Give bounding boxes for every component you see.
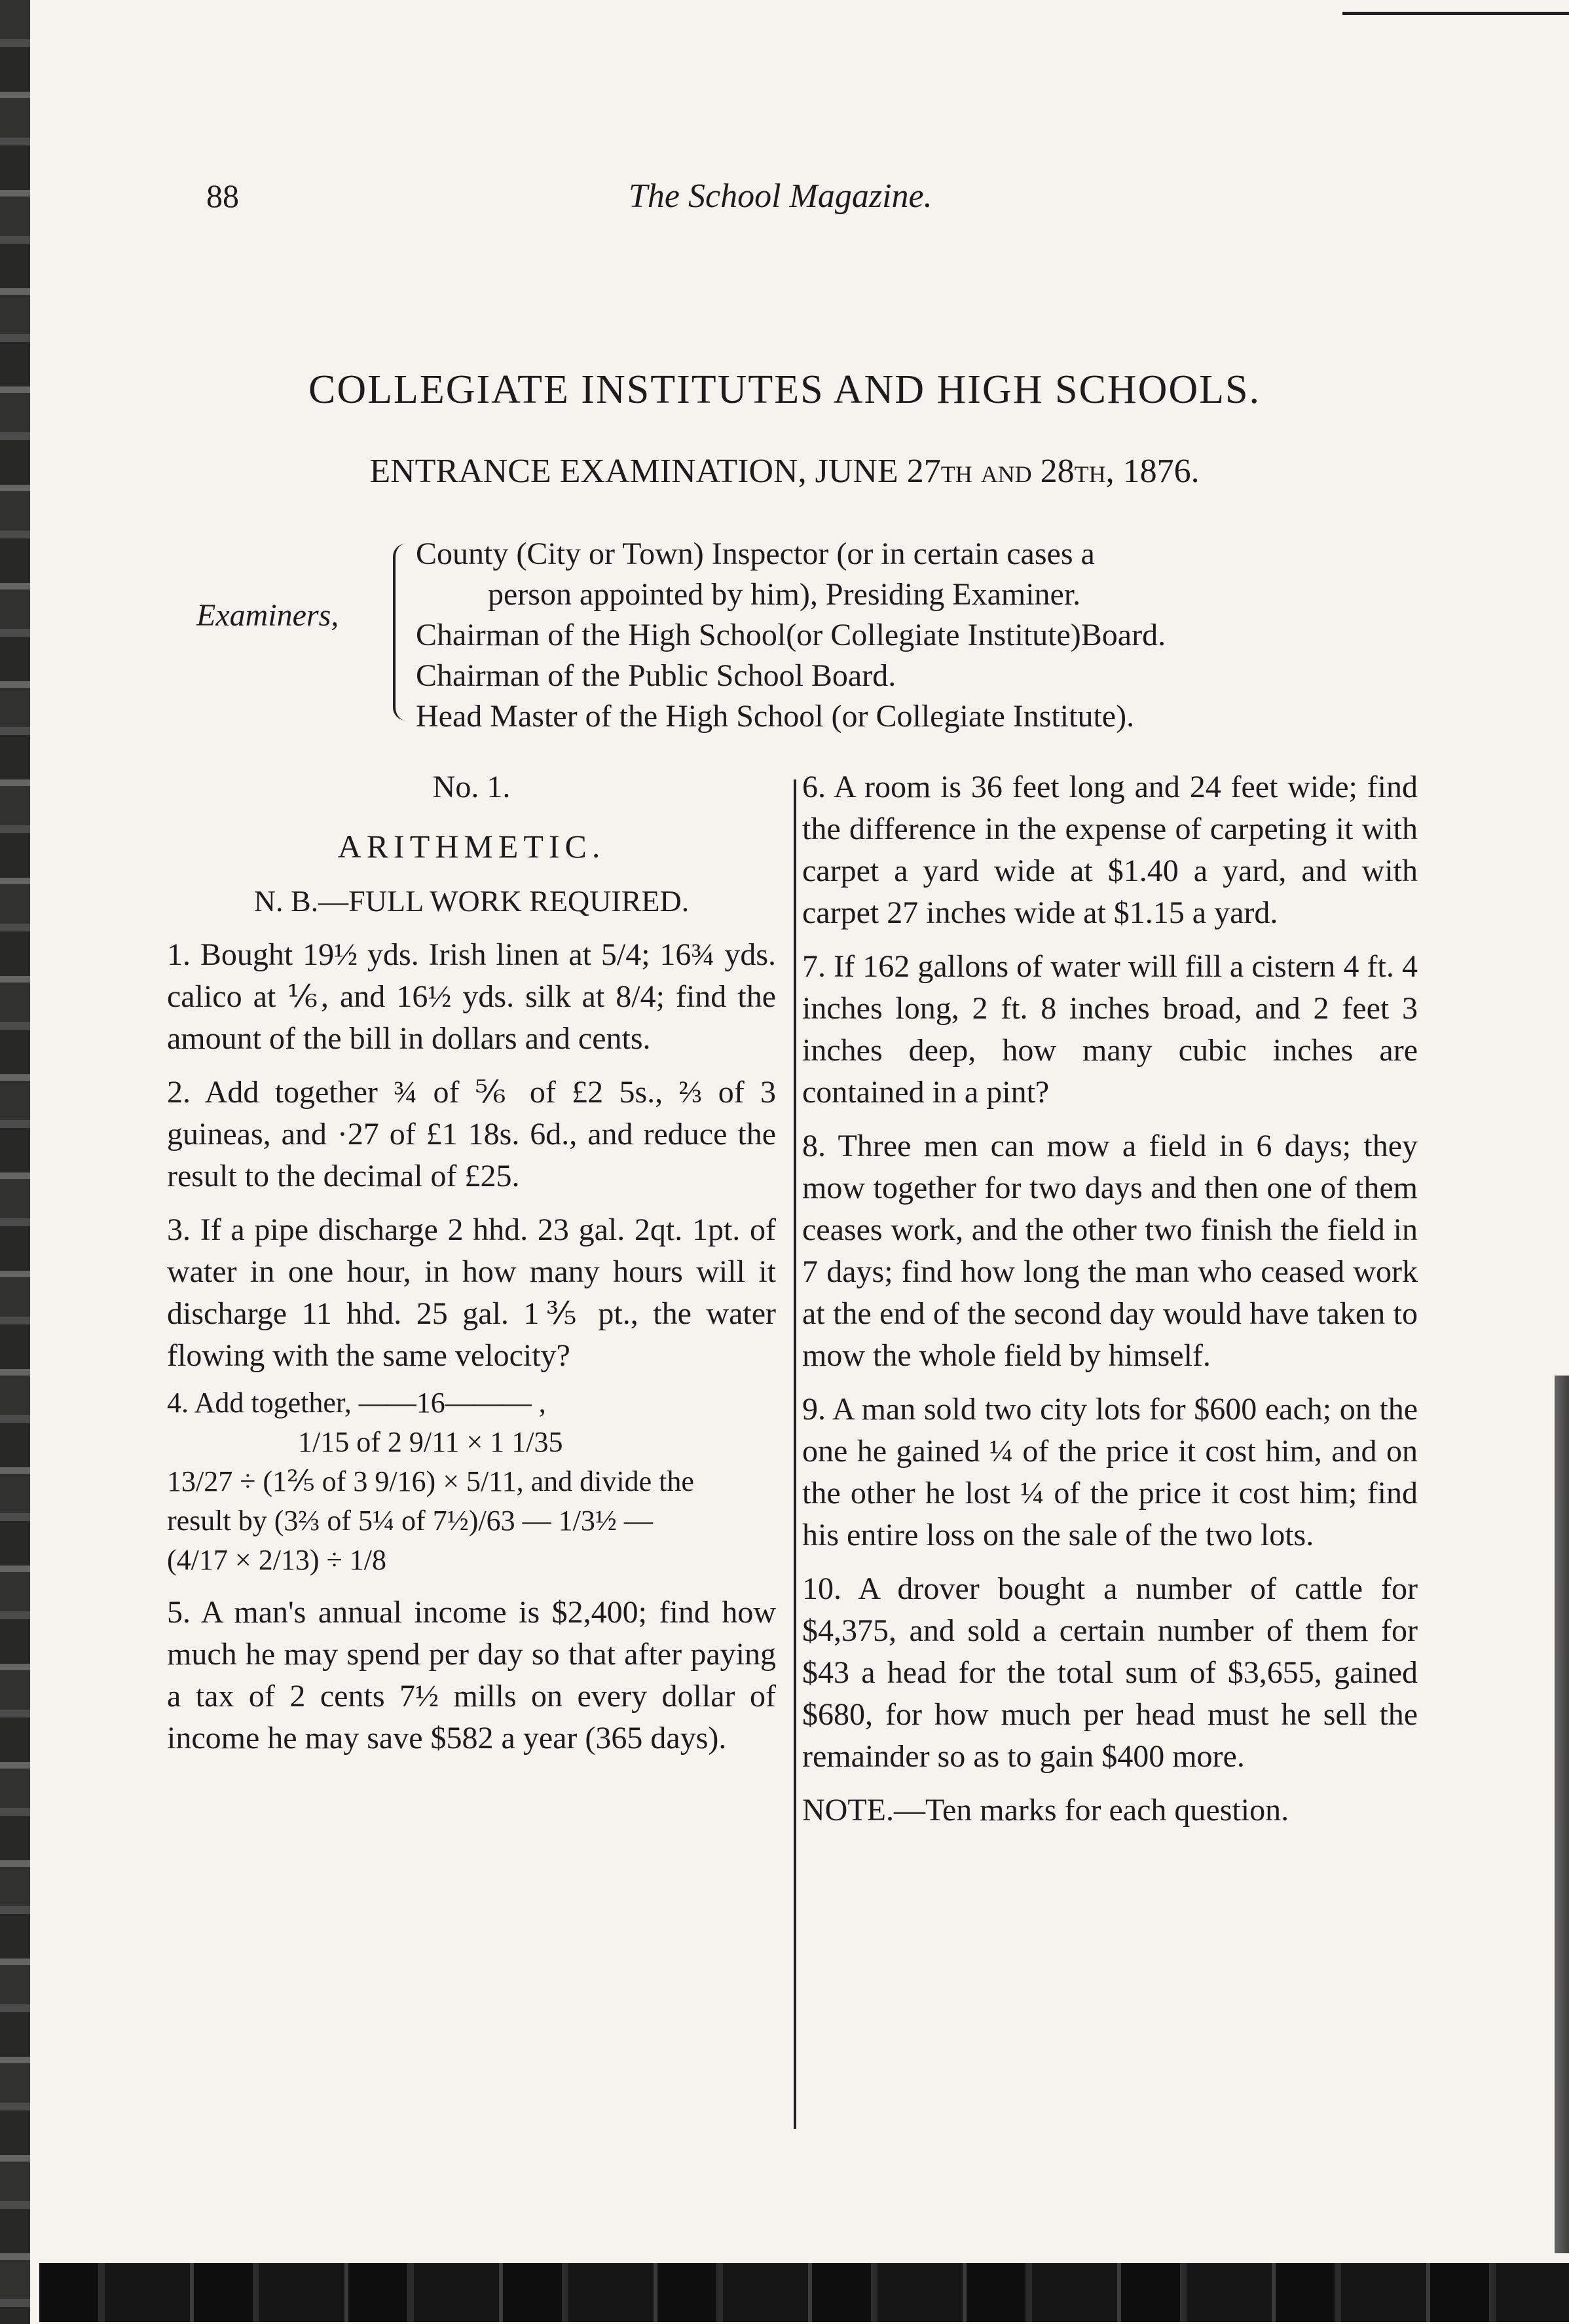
running-head: The School Magazine.: [629, 178, 932, 215]
paper-number: No. 1.: [432, 770, 511, 804]
question-7: 7. If 162 gallons of water will fill a cistern 4 ft. 4 inches long, 2 ft. 8 inches broad, and 2 feet 3 inches deep, how many cubic inches are contained in a pint?: [802, 949, 1418, 1110]
examiner-line: County (City or Town) Inspector (or in certain cases a: [416, 536, 1095, 571]
exam-subtitle: ENTRANCE EXAMINATION, JUNE 27th and 28th, 1876.: [369, 453, 1200, 490]
work-note: N. B.—FULL WORK REQUIRED.: [253, 884, 690, 918]
examiners-brace: [393, 544, 415, 721]
question-8: 8. Three men can mow a field in 6 days; they mow together for two days and then one of them ceases work, and the other two finish the field in 7 days; find how long the man who ceased work at the end of the second day would have taken to mow the whole field by himself.: [802, 1129, 1418, 1373]
question-4-line: 13/27 ÷ (1⅖ of 3 9/16) × 5/11, and divide the: [167, 1465, 694, 1497]
examiners-list: [416, 534, 1411, 737]
right-column: [802, 766, 1418, 1831]
question-4-line: 4. Add together, ——16——— ,: [167, 1387, 546, 1419]
question-4-line: result by (3⅔ of 5¼ of 7½)/63 — 1/3½ —: [167, 1505, 653, 1537]
question-5: 5. A man's annual income is $2,400; find how much he may spend per day so that after paying a tax of 2 cents 7½ mills on every dollar of income he may save $582 a year (365 days).: [167, 1595, 776, 1755]
marks-note-text: —Ten marks for each question.: [893, 1793, 1289, 1827]
examiner-line: Chairman of the High School(or Collegiate Institute)Board.: [416, 618, 1166, 652]
binding-shadow-right: [1555, 1376, 1569, 2253]
question-4-line: (4/17 × 2/13) ÷ 1/8: [167, 1544, 386, 1576]
question-1: 1. Bought 19½ yds. Irish linen at 5/4; 16¾ yds. calico at ⅙, and 16½ yds. silk at 8/4; find the amount of the bill in dollars and cents.: [167, 937, 776, 1056]
binding-shadow-left: [0, 0, 30, 2324]
question-4: [167, 1383, 776, 1580]
top-rule: [1342, 12, 1569, 15]
marks-note-label: NOTE.: [802, 1793, 894, 1827]
examiner-line: Chairman of the Public School Board.: [416, 658, 896, 693]
question-4-line: 1/15 of 2 9/11 × 1 1/35: [298, 1426, 563, 1458]
bottom-scan-edge: [39, 2263, 1569, 2322]
examiner-line: person appointed by him), Presiding Examiner.: [488, 577, 1081, 612]
question-6: 6. A room is 36 feet long and 24 feet wide; find the difference in the expense of carpeting it with carpet a yard wide at $1.40 a yard, and with carpet 27 inches wide at $1.15 a yard.: [802, 770, 1418, 930]
column-divider: [794, 779, 796, 2129]
marks-note: [802, 1790, 1418, 1831]
paper-subject: ARITHMETIC.: [337, 828, 606, 865]
question-2: 2. Add together ¾ of ⅚ of £2 5s., ⅔ of 3 guineas, and ·27 of £1 18s. 6d., and reduce the result to the decimal of £25.: [167, 1075, 776, 1193]
examiner-line: Head Master of the High School (or Collegiate Institute).: [416, 699, 1135, 734]
left-column: [167, 766, 776, 1759]
question-10: 10. A drover bought a number of cattle for $4,375, and sold a certain number of them for $43 a head for the total sum of $3,655, gained $680, for how much per head must he sell the remainder so as to gain $400 more.: [802, 1571, 1418, 1774]
question-3: 3. If a pipe discharge 2 hhd. 23 gal. 2qt. 1pt. of water in one hour, in how many hours will it discharge 11 hhd. 25 gal. 1⅗ pt., the water flowing with the same velocity?: [167, 1212, 776, 1373]
page-number: 88: [206, 178, 239, 214]
examiners-label: Examiners,: [196, 598, 339, 633]
page-title: COLLEGIATE INSTITUTES AND HIGH SCHOOLS.: [308, 367, 1261, 412]
question-9: 9. A man sold two city lots for $600 each; on the one he gained ¼ of the price it cost him, and on the other he lost ¼ of the price it cost him; find his entire loss on the sale of the two lots.: [802, 1392, 1418, 1552]
